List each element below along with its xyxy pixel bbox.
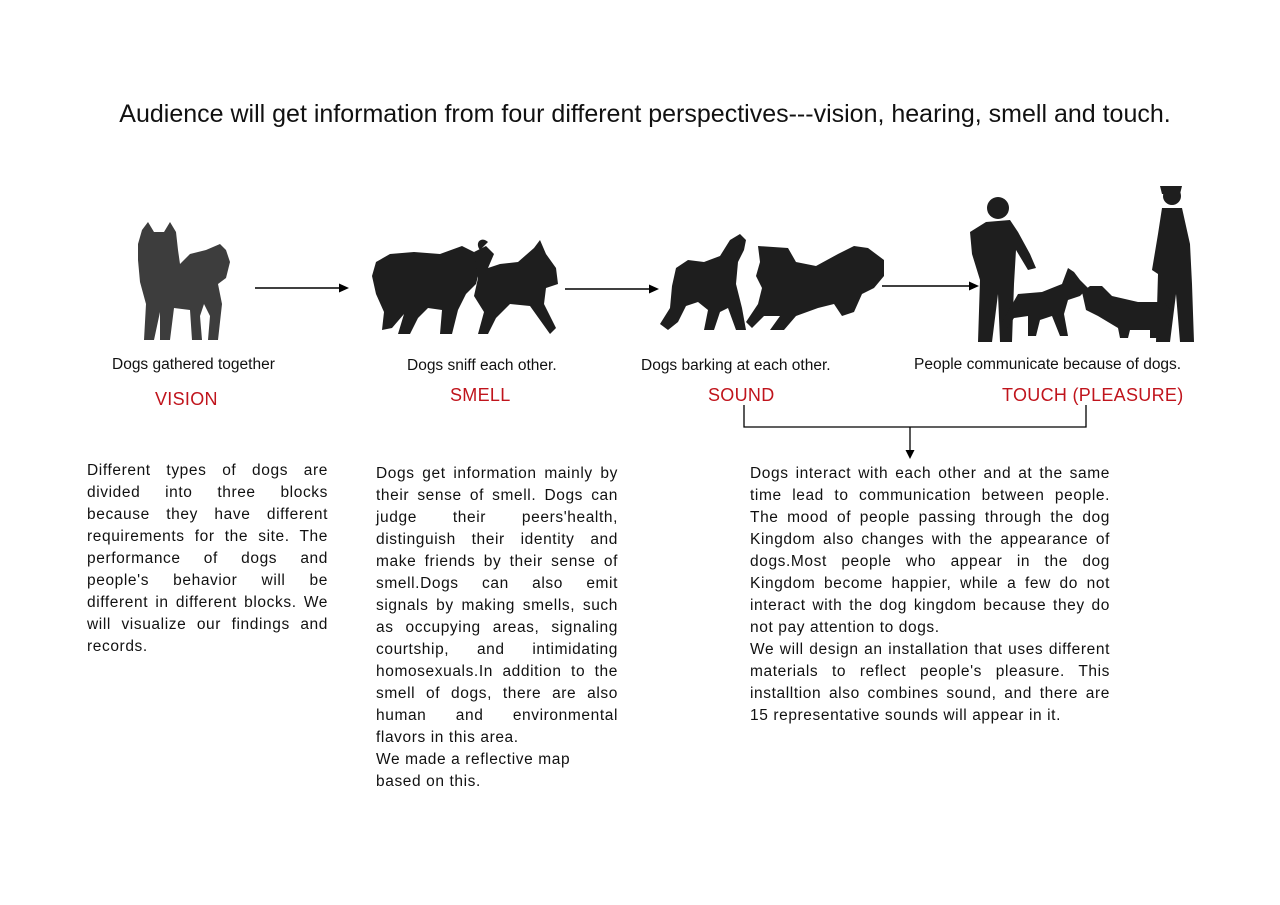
description-vision [87,460,328,658]
description-installation-text: We will design an installation that uses different materials to reflect people's pleasure. This installtion also combines sound, and there are 15 representative sounds will appear in it. [750,641,1110,724]
description-smell-note: We made a reflective map based on this. [376,751,571,790]
page-title: Audience will get information from four different perspectives---vision, hearing, smell and touch. [119,100,1171,128]
sense-label-vision: VISION [155,389,218,409]
description-smell [376,463,618,793]
standing-dog-icon [130,220,240,345]
sniffing-dogs-icon [370,238,565,338]
caption-smell: Dogs sniff each other. [407,357,557,374]
description-sound-touch-text: Dogs interact with each other and at the same time lead to communication between people. The mood of people passing through the dog Kingdom also changes with the appearance of dogs.Most people who appear in the dog Kingdom become happier, while a few do not interact with the dog kingdom because they do not pay attention to dogs. [750,465,1110,636]
description-vision-text: Different types of dogs are divided into three blocks because they have different requirements for the site. The performance of dogs and people's behavior will be different in different blocks. We will visualize our findings and records. [87,462,328,655]
description-sound-touch [750,463,1110,727]
sense-label-sound: SOUND [708,385,775,405]
sense-label-smell: SMELL [450,385,511,405]
arrow-2 [565,283,660,295]
arrow-1 [255,282,350,294]
arrow-3 [882,280,980,292]
bracket-connector [738,405,1094,465]
caption-vision: Dogs gathered together [112,356,275,373]
barking-dogs-icon [658,232,888,337]
sense-label-touch: TOUCH (PLEASURE) [1002,385,1184,405]
description-smell-text: Dogs get information mainly by their sense of smell. Dogs can judge their peers'health, distinguish their identity and make friends by their sense of smell.Dogs can also emit signals by making smells, such as occupying areas, signaling courtship, and intimidating homosexuals.In addition to the smell of dogs, there are also human and environmental flavors in this area. [376,465,618,746]
people-with-dogs-icon [968,184,1200,346]
caption-touch: People communicate because of dogs. [914,356,1182,373]
caption-sound: Dogs barking at each other. [641,357,831,374]
